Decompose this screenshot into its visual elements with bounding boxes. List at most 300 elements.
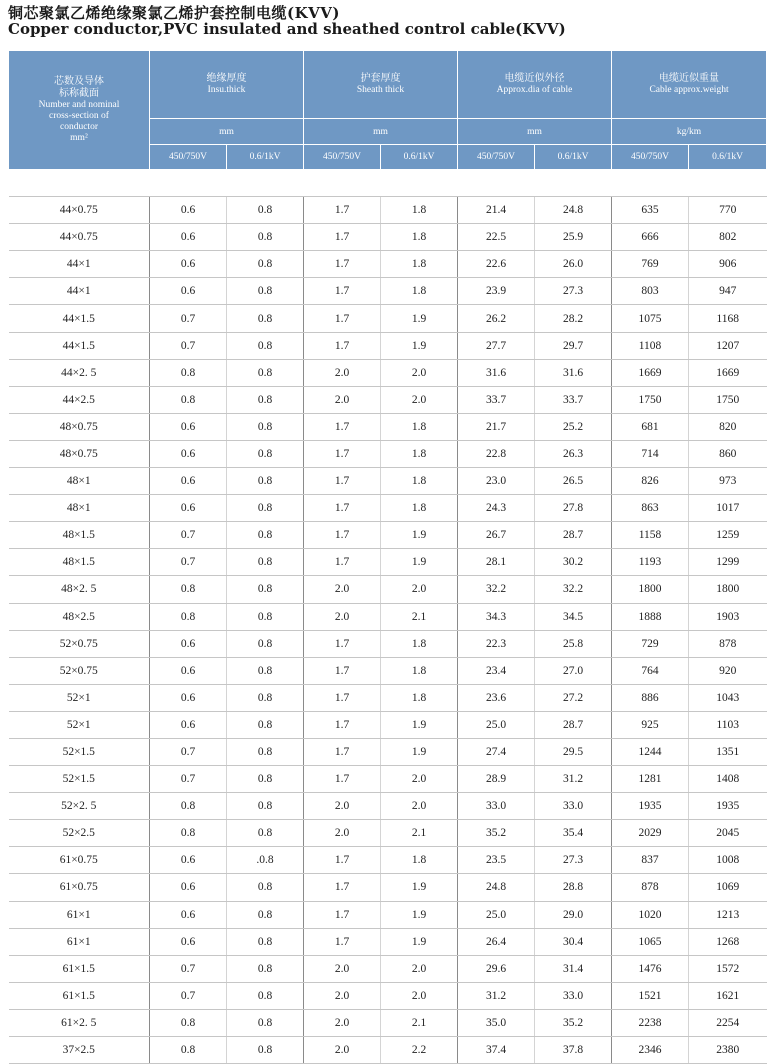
table-cell: 33.0 [535, 982, 612, 1009]
table-cell: 27.3 [535, 847, 612, 874]
table-row [9, 332, 767, 359]
table-cell: 1075 [612, 305, 689, 332]
table-cell: 886 [612, 684, 689, 711]
table-cell: 25.8 [535, 630, 612, 657]
table-cell: 1.8 [381, 251, 458, 278]
table-cell: 1935 [689, 793, 767, 820]
table-cell: .0.8 [227, 847, 304, 874]
table-cell: 2.0 [304, 793, 381, 820]
table-cell: 1669 [689, 359, 767, 386]
table-cell: 0.8 [227, 224, 304, 251]
table-cell: 0.8 [227, 766, 304, 793]
table-cell: 0.8 [227, 576, 304, 603]
table-cell: 1281 [612, 766, 689, 793]
table-row [9, 278, 767, 305]
table-cell: 0.8 [150, 359, 227, 386]
cell-core-section: 61×0.75 [9, 874, 150, 901]
table-cell: 1.7 [304, 440, 381, 467]
table-cell: 826 [612, 468, 689, 495]
table-cell: 22.5 [458, 224, 535, 251]
table-row [9, 793, 767, 820]
table-cell: 2.0 [381, 386, 458, 413]
table-cell: 0.8 [227, 522, 304, 549]
header-unit: mm [150, 119, 304, 145]
table-cell: 0.8 [227, 901, 304, 928]
header-core-cn1: 芯数及导体 [54, 76, 104, 87]
table-cell: 1268 [689, 928, 767, 955]
header-voltage: 450/750V [612, 145, 689, 170]
table-cell: 1213 [689, 901, 767, 928]
table-cell: 2.1 [381, 1009, 458, 1036]
table-cell: 0.7 [150, 738, 227, 765]
table-row [9, 847, 767, 874]
header-voltage: 0.6/1kV [381, 145, 458, 170]
table-cell: 0.8 [227, 468, 304, 495]
table-cell: 2.0 [381, 793, 458, 820]
header-voltage: 0.6/1kV [689, 145, 767, 170]
table-cell: 37.8 [535, 1037, 612, 1064]
table-cell: 0.6 [150, 711, 227, 738]
table-cell: 1888 [612, 603, 689, 630]
cell-core-section: 52×1 [9, 684, 150, 711]
header-group-en: Insu.thick [207, 85, 246, 95]
table-cell: 35.4 [535, 820, 612, 847]
cell-core-section: 52×2.5 [9, 820, 150, 847]
table-cell: 0.6 [150, 901, 227, 928]
table-cell: 0.8 [227, 874, 304, 901]
title-chinese: 铜芯聚氯乙烯绝缘聚氯乙烯护套控制电缆(KVV) [8, 4, 341, 22]
table-cell: 29.5 [535, 738, 612, 765]
table-cell: 0.7 [150, 766, 227, 793]
table-cell: 0.7 [150, 305, 227, 332]
table-cell: 2346 [612, 1037, 689, 1064]
table-cell: 906 [689, 251, 767, 278]
table-cell: 1.7 [304, 495, 381, 522]
table-cell: 714 [612, 440, 689, 467]
table-cell: 1.7 [304, 251, 381, 278]
table-cell: 21.7 [458, 413, 535, 440]
table-cell: 0.8 [227, 413, 304, 440]
table-cell: 2.2 [381, 1037, 458, 1064]
table-cell: 25.0 [458, 711, 535, 738]
cell-core-section: 61×2. 5 [9, 1009, 150, 1036]
table-row [9, 413, 767, 440]
table-cell: 0.8 [227, 251, 304, 278]
header-core-unit: mm² [70, 133, 88, 143]
header-cable-diameter [458, 51, 612, 119]
table-cell: 0.8 [227, 711, 304, 738]
table-cell: 1.7 [304, 738, 381, 765]
table-cell: 2.0 [381, 955, 458, 982]
table-cell: 22.6 [458, 251, 535, 278]
table-cell: 1.8 [381, 847, 458, 874]
table-row [9, 955, 767, 982]
table-cell: 0.8 [227, 738, 304, 765]
table-cell: 0.8 [227, 197, 304, 224]
table-cell: 0.7 [150, 332, 227, 359]
table-row [9, 468, 767, 495]
table-row [9, 901, 767, 928]
table-cell: 860 [689, 440, 767, 467]
table-cell: 1.9 [381, 332, 458, 359]
table-cell: 1.9 [381, 874, 458, 901]
table-cell: 0.8 [227, 440, 304, 467]
table-cell: 2.0 [304, 576, 381, 603]
table-cell: 0.8 [227, 305, 304, 332]
table-cell: 1.7 [304, 901, 381, 928]
table-cell: 0.6 [150, 874, 227, 901]
table-cell: 2.0 [304, 955, 381, 982]
table-cell: 1043 [689, 684, 767, 711]
table-cell: 0.8 [227, 820, 304, 847]
table-cell: 1168 [689, 305, 767, 332]
table-cell: 1.8 [381, 630, 458, 657]
table-cell: 33.7 [458, 386, 535, 413]
header-unit: kg/km [612, 119, 767, 145]
table-cell: 25.9 [535, 224, 612, 251]
table-cell: 23.5 [458, 847, 535, 874]
table-cell: 24.8 [535, 197, 612, 224]
header-group-en: Approx.dia of cable [496, 85, 573, 95]
cell-core-section: 48×1.5 [9, 549, 150, 576]
table-cell: 0.8 [227, 1037, 304, 1064]
cell-core-section: 48×1.5 [9, 522, 150, 549]
table-cell: 34.3 [458, 603, 535, 630]
table-cell: 0.8 [150, 1009, 227, 1036]
table-cell: 0.6 [150, 495, 227, 522]
table-cell: 0.8 [150, 793, 227, 820]
table-cell: 0.8 [150, 820, 227, 847]
table-cell: 22.3 [458, 630, 535, 657]
table-cell: 1299 [689, 549, 767, 576]
table-cell: 1750 [689, 386, 767, 413]
cell-core-section: 44×0.75 [9, 224, 150, 251]
table-cell: 27.4 [458, 738, 535, 765]
table-cell: 28.8 [535, 874, 612, 901]
table-spacer [9, 170, 767, 197]
table-cell: 28.7 [535, 711, 612, 738]
header-voltage: 450/750V [458, 145, 535, 170]
table-row [9, 874, 767, 901]
table-cell: 1.7 [304, 413, 381, 440]
table-cell: 0.8 [227, 359, 304, 386]
table-cell: 23.4 [458, 657, 535, 684]
table-cell: 0.6 [150, 278, 227, 305]
table-cell: 1.7 [304, 847, 381, 874]
table-cell: 27.2 [535, 684, 612, 711]
table-row [9, 576, 767, 603]
table-cell: 1.9 [381, 711, 458, 738]
table-cell: 31.6 [535, 359, 612, 386]
table-cell: 31.4 [535, 955, 612, 982]
table-cell: 1.7 [304, 549, 381, 576]
table-cell: 0.6 [150, 197, 227, 224]
table-row [9, 657, 767, 684]
cell-core-section: 61×0.75 [9, 847, 150, 874]
table-cell: 1244 [612, 738, 689, 765]
table-cell: 24.8 [458, 874, 535, 901]
table-cell: 1521 [612, 982, 689, 1009]
table-cell: 1.7 [304, 522, 381, 549]
cell-core-section: 61×1.5 [9, 982, 150, 1009]
table-cell: 729 [612, 630, 689, 657]
table-cell: 1.7 [304, 657, 381, 684]
table-cell: 29.0 [535, 901, 612, 928]
table-cell: 0.7 [150, 522, 227, 549]
table-cell: 25.2 [535, 413, 612, 440]
table-cell: 764 [612, 657, 689, 684]
table-cell: 0.6 [150, 413, 227, 440]
table-cell: 1158 [612, 522, 689, 549]
table-cell: 2.0 [381, 982, 458, 1009]
table-cell: 33.0 [458, 793, 535, 820]
table-cell: 666 [612, 224, 689, 251]
table-cell: 27.0 [535, 657, 612, 684]
table-cell: 681 [612, 413, 689, 440]
table-cell: 24.3 [458, 495, 535, 522]
table-cell: 2.0 [304, 1009, 381, 1036]
table-cell: 35.2 [535, 1009, 612, 1036]
header-group-en: Sheath thick [356, 85, 405, 95]
table-cell: 28.2 [535, 305, 612, 332]
table-cell: 1800 [689, 576, 767, 603]
table-row [9, 982, 767, 1009]
cell-core-section: 52×0.75 [9, 657, 150, 684]
table-cell: 1.9 [381, 522, 458, 549]
cell-core-section: 44×1 [9, 278, 150, 305]
table-cell: 0.6 [150, 684, 227, 711]
table-row [9, 305, 767, 332]
cell-core-section: 52×1.5 [9, 766, 150, 793]
table-cell: 26.3 [535, 440, 612, 467]
table-cell: 29.6 [458, 955, 535, 982]
cell-core-section: 44×1.5 [9, 332, 150, 359]
table-cell: 1.8 [381, 440, 458, 467]
table-cell: 0.6 [150, 847, 227, 874]
cell-core-section: 44×2. 5 [9, 359, 150, 386]
table-cell: 2.0 [304, 603, 381, 630]
table-cell: 25.0 [458, 901, 535, 928]
table-cell: 26.0 [535, 251, 612, 278]
table-cell: 1572 [689, 955, 767, 982]
table-cell: 1259 [689, 522, 767, 549]
table-cell: 27.7 [458, 332, 535, 359]
table-cell: 1.8 [381, 278, 458, 305]
table-cell: 22.8 [458, 440, 535, 467]
table-row [9, 224, 767, 251]
table-row [9, 1009, 767, 1036]
table-cell: 1.9 [381, 305, 458, 332]
cell-core-section: 61×1 [9, 901, 150, 928]
table-cell: 2254 [689, 1009, 767, 1036]
table-cell: 26.2 [458, 305, 535, 332]
table-cell: 920 [689, 657, 767, 684]
table-cell: 0.8 [150, 386, 227, 413]
table-cell: 635 [612, 197, 689, 224]
cell-core-section: 52×0.75 [9, 630, 150, 657]
table-cell: 0.8 [150, 576, 227, 603]
table-cell: 29.7 [535, 332, 612, 359]
table-cell: 1.7 [304, 224, 381, 251]
table-row [9, 549, 767, 576]
table-cell: 1.8 [381, 224, 458, 251]
table-cell: 0.6 [150, 630, 227, 657]
table-cell: 30.2 [535, 549, 612, 576]
table-cell: 0.8 [150, 603, 227, 630]
table-cell: 1.7 [304, 630, 381, 657]
table-cell: 1.8 [381, 468, 458, 495]
table-cell: 0.8 [227, 955, 304, 982]
table-cell: 1935 [612, 793, 689, 820]
header-core-en: Number and nominal cross-section of conductor [38, 100, 120, 132]
header-unit: mm [304, 119, 458, 145]
table-row [9, 630, 767, 657]
table-cell: 0.6 [150, 928, 227, 955]
table-cell: 35.2 [458, 820, 535, 847]
table-cell: 802 [689, 224, 767, 251]
table-cell: 0.7 [150, 549, 227, 576]
table-cell: 837 [612, 847, 689, 874]
table-cell: 1621 [689, 982, 767, 1009]
table-cell: 0.8 [227, 332, 304, 359]
table-cell: 27.3 [535, 278, 612, 305]
table-cell: 21.4 [458, 197, 535, 224]
header-group-cn: 护套厚度 [360, 73, 401, 84]
table-cell: 803 [612, 278, 689, 305]
table-cell: 1.7 [304, 278, 381, 305]
table-cell: 1.7 [304, 684, 381, 711]
table-cell: 2.0 [304, 386, 381, 413]
table-cell: 2.0 [381, 766, 458, 793]
table-cell: 1193 [612, 549, 689, 576]
table-cell: 1.8 [381, 684, 458, 711]
table-row [9, 1037, 767, 1064]
table-cell: 1.8 [381, 657, 458, 684]
table-cell: 34.5 [535, 603, 612, 630]
table-cell: 0.8 [227, 1009, 304, 1036]
table-cell: 23.6 [458, 684, 535, 711]
table-cell: 30.4 [535, 928, 612, 955]
table-cell: 947 [689, 278, 767, 305]
cell-core-section: 61×1 [9, 928, 150, 955]
header-group-en: Cable approx.weight [649, 85, 729, 95]
table-cell: 1.8 [381, 495, 458, 522]
table-cell: 33.7 [535, 386, 612, 413]
table-cell: 2.0 [304, 359, 381, 386]
table-cell: 1750 [612, 386, 689, 413]
table-cell: 1.7 [304, 305, 381, 332]
table-row [9, 440, 767, 467]
cell-core-section: 48×0.75 [9, 413, 150, 440]
table-cell: 0.8 [150, 1037, 227, 1064]
table-cell: 925 [612, 711, 689, 738]
table-cell: 1008 [689, 847, 767, 874]
table-cell: 31.2 [458, 982, 535, 1009]
table-cell: 2.0 [381, 359, 458, 386]
table-cell: 2.1 [381, 820, 458, 847]
table-cell: 2.1 [381, 603, 458, 630]
table-cell: 1.7 [304, 332, 381, 359]
header-group-cn: 绝缘厚度 [206, 73, 247, 84]
cell-core-section: 37×2.5 [9, 1037, 150, 1064]
table-cell: 878 [689, 630, 767, 657]
table-cell: 0.6 [150, 440, 227, 467]
table-cell: 2.0 [304, 820, 381, 847]
table-cell: 1.7 [304, 766, 381, 793]
cell-core-section: 44×2.5 [9, 386, 150, 413]
header-sheath-thickness [304, 51, 458, 119]
table-cell: 2.0 [304, 1037, 381, 1064]
table-cell: 0.6 [150, 657, 227, 684]
table-cell: 1.9 [381, 738, 458, 765]
table-cell: 26.4 [458, 928, 535, 955]
table-cell: 973 [689, 468, 767, 495]
table-cell: 26.7 [458, 522, 535, 549]
table-cell: 1408 [689, 766, 767, 793]
table-cell: 2029 [612, 820, 689, 847]
table-row [9, 495, 767, 522]
table-cell: 1020 [612, 901, 689, 928]
table-cell: 1207 [689, 332, 767, 359]
table-cell: 820 [689, 413, 767, 440]
table-cell: 0.8 [227, 549, 304, 576]
header-voltage: 0.6/1kV [227, 145, 304, 170]
table-row [9, 928, 767, 955]
table-cell: 2045 [689, 820, 767, 847]
table-cell: 32.2 [458, 576, 535, 603]
table-cell: 1.7 [304, 711, 381, 738]
cell-core-section: 52×1.5 [9, 738, 150, 765]
header-insulation-thickness [150, 51, 304, 119]
cell-core-section: 52×1 [9, 711, 150, 738]
table-cell: 0.8 [227, 278, 304, 305]
table-cell: 0.8 [227, 495, 304, 522]
table-cell: 1.7 [304, 468, 381, 495]
table-cell: 37.4 [458, 1037, 535, 1064]
table-cell: 770 [689, 197, 767, 224]
header-voltage: 0.6/1kV [535, 145, 612, 170]
header-group-cn: 电缆近似重量 [659, 73, 720, 84]
table-cell: 1.7 [304, 197, 381, 224]
header-unit: mm [458, 119, 612, 145]
header-core-cn2: 标称截面 [59, 88, 99, 99]
header-voltage: 450/750V [150, 145, 227, 170]
table-cell: 1903 [689, 603, 767, 630]
table-cell: 878 [612, 874, 689, 901]
table-cell: 1669 [612, 359, 689, 386]
table-cell: 1.8 [381, 413, 458, 440]
table-cell: 769 [612, 251, 689, 278]
title-english: Copper conductor,PVC insulated and sheathed control cable(KVV) [8, 20, 566, 38]
cell-core-section: 44×0.75 [9, 197, 150, 224]
table-cell: 27.8 [535, 495, 612, 522]
table-cell: 31.2 [535, 766, 612, 793]
table-cell: 1.9 [381, 928, 458, 955]
table-row [9, 820, 767, 847]
table-cell: 28.9 [458, 766, 535, 793]
table-cell: 1108 [612, 332, 689, 359]
cell-core-section: 48×1 [9, 495, 150, 522]
table-cell: 0.8 [227, 630, 304, 657]
table-cell: 1800 [612, 576, 689, 603]
table-cell: 32.2 [535, 576, 612, 603]
table-cell: 0.7 [150, 955, 227, 982]
table-cell: 28.1 [458, 549, 535, 576]
table-cell: 31.6 [458, 359, 535, 386]
table-cell: 28.7 [535, 522, 612, 549]
table-row [9, 522, 767, 549]
table-cell: 0.8 [227, 928, 304, 955]
